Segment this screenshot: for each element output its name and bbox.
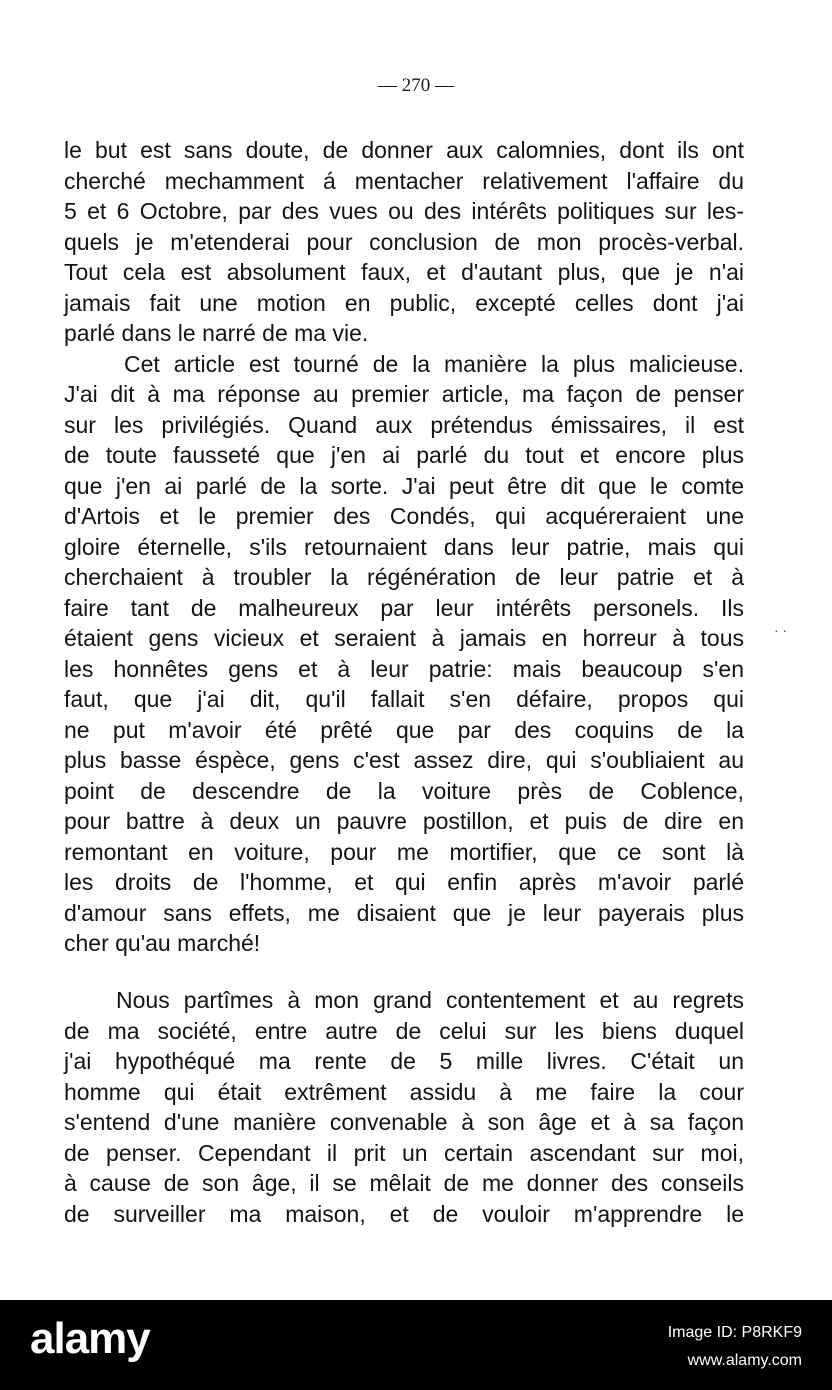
text-line: Nous partîmes à mon grand contentement et au regrets	[116, 987, 744, 1013]
site-url: www.alamy.com	[687, 1352, 802, 1369]
image-id-label: Image ID: P8RKF9	[667, 1324, 802, 1341]
text-line: le but est sans doute, de donner aux calomnies, dont ils ont	[64, 137, 744, 163]
margin-mark: · ·	[774, 622, 788, 638]
text-line: j'ai hypothéqué ma rente de 5 mille livres. C'était un	[64, 1048, 744, 1074]
text-line: d'Artois et le premier des Condés, qui acquéreraient une	[64, 503, 744, 529]
text-line: 5 et 6 Octobre, par des vues ou des intérêts politiques sur les-	[64, 198, 744, 224]
text-line: gloire éternelle, s'ils retournaient dans leur patrie, mais qui	[64, 533, 744, 560]
paragraph-1	[64, 135, 744, 959]
brand-logo: alamy	[30, 1314, 150, 1363]
text-line: Cet article est tourné de la manière la plus malicieuse.	[124, 350, 744, 377]
text-line: étaient gens vicieux et seraient à jamais en horreur à tous	[64, 625, 744, 651]
text-line: s'entend d'une manière convenable à son âge et à sa façon	[64, 1109, 744, 1135]
text-line: remontant en voiture, pour me mortifier, que ce sont là	[64, 838, 744, 865]
text-line: parlé dans le narré de ma vie.	[64, 320, 369, 346]
stock-footer-bar	[0, 1300, 832, 1390]
text-line: d'amour sans effets, me disaient que je leur payerais plus	[64, 899, 744, 926]
text-line: faut, que j'ai dit, qu'il fallait s'en défaire, propos qui	[64, 686, 744, 712]
text-line: les droits de l'homme, et qui enfin après m'avoir parlé	[64, 869, 744, 895]
text-line: pour battre à deux un pauvre postillon, et puis de dire en	[64, 808, 744, 834]
text-line: homme qui était extrêment assidu à me faire la cour	[64, 1078, 744, 1105]
text-line: cher qu'au marché!	[64, 930, 261, 956]
text-line: jamais fait une motion en public, excepté celles dont j'ai	[64, 289, 744, 316]
text-line: cherché mechamment á mentacher relativement l'affaire du	[64, 167, 744, 194]
text-line: cherchaient à troubler la régénération de leur patrie et à	[64, 564, 744, 590]
text-line: faire tant de malheureux par leur intérêts personels. Ils	[64, 594, 744, 621]
page-number: — 270 —	[378, 75, 454, 96]
text-line: plus basse éspèce, gens c'est assez dire, qui s'oubliaient au	[64, 747, 744, 773]
text-line: de surveiller ma maison, et de vouloir m'apprendre le	[64, 1200, 744, 1227]
text-line: de toute fausseté que j'en ai parlé du tout et encore plus	[64, 442, 744, 468]
text-line: quels je m'etenderai pour conclusion de mon procès-verbal.	[64, 228, 744, 255]
text-line: ne put m'avoir été prêté que par des coquins de la	[64, 716, 744, 743]
text-line: à cause de son âge, il se mêlait de me donner des conseils	[64, 1170, 744, 1196]
text-line: de ma société, entre autre de celui sur les biens duquel	[64, 1017, 744, 1044]
text-line: point de descendre de la voiture près de Coblence,	[64, 777, 744, 804]
text-line: Tout cela est absolument faux, et d'autant plus, que je n'ai	[64, 259, 744, 285]
paragraph-2	[64, 985, 744, 1229]
text-line: les honnêtes gens et à leur patrie: mais beaucoup s'en	[64, 655, 744, 682]
text-line: que j'en ai parlé de la sorte. J'ai peut être dit que le comte	[64, 472, 744, 499]
text-line: sur les privilégiés. Quand aux prétendus émissaires, il est	[64, 411, 744, 438]
text-line: de penser. Cependant il prit un certain ascendant sur moi,	[64, 1139, 744, 1166]
text-line: J'ai dit à ma réponse au premier article, ma façon de penser	[64, 381, 744, 407]
